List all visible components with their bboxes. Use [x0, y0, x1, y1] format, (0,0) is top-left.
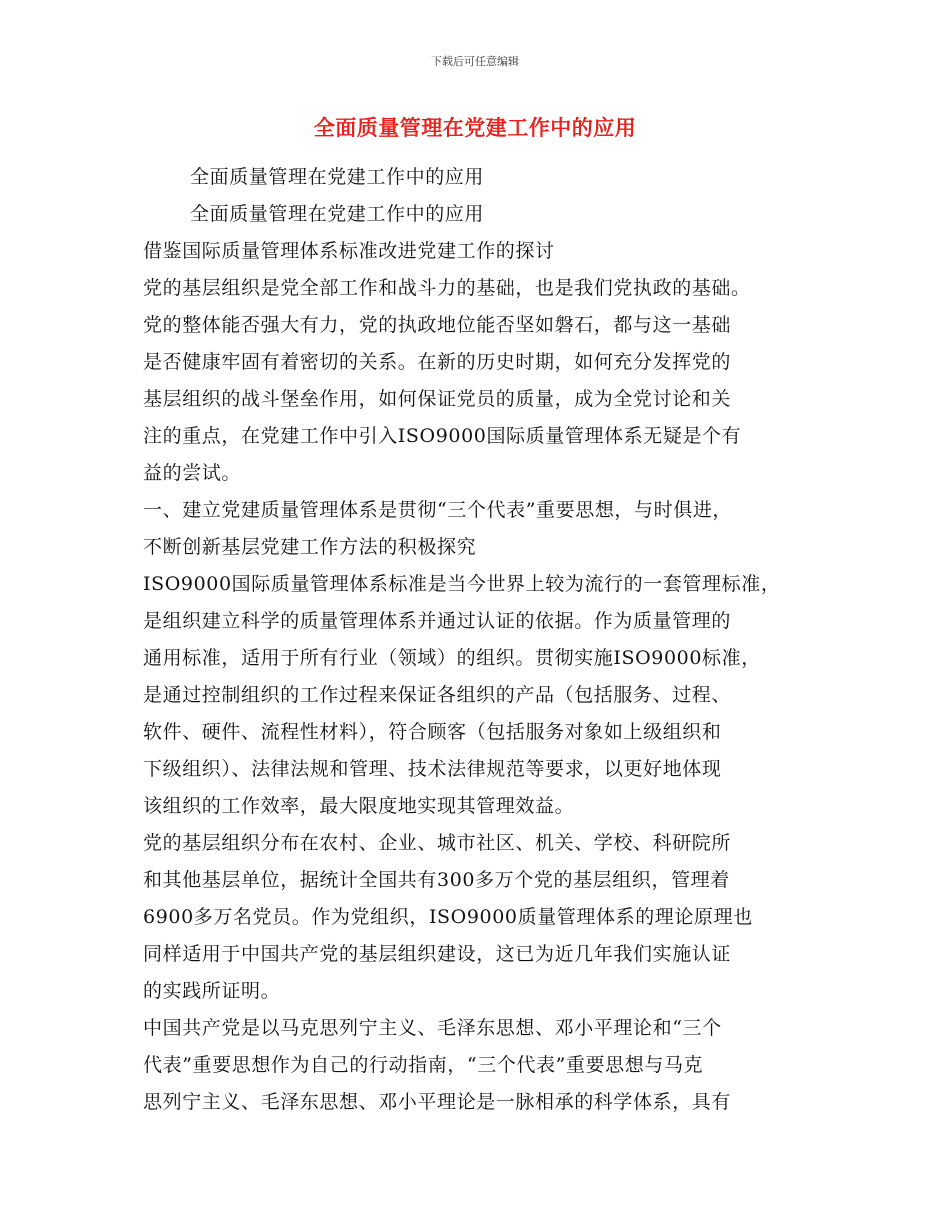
header-note: 下载后可任意编辑 — [431, 55, 519, 68]
body-line: 基层组织的战斗堡垒作用，如何保证党员的质量，成为全党讨论和关 — [143, 388, 732, 410]
body-line: 党的整体能否强大有力，党的执政地位能否坚如磐石，都与这一基础 — [143, 314, 732, 336]
body-line: 思列宁主义、毛泽东思想、邓小平理论是一脉相承的科学体系，具有 — [143, 1091, 732, 1113]
body-line: 中国共产党是以马克思列宁主义、毛泽东思想、邓小平理论和“三个 — [143, 1017, 722, 1039]
section-heading-line: 一、建立党建质量管理体系是贯彻“三个代表”重要思想，与时俱进， — [143, 499, 733, 521]
subheading-line: 借鉴国际质量管理体系标准改进党建工作的探讨 — [143, 240, 555, 262]
body-line: 是组织建立科学的质量管理体系并通过认证的依据。作为质量管理的 — [143, 610, 732, 632]
section-heading-line: 不断创新基层党建工作方法的积极探究 — [143, 536, 477, 558]
body-line: 该组织的工作效率，最大限度地实现其管理效益。 — [143, 795, 575, 817]
body-line: 软件、硬件、流程性材料），符合顾客（包括服务对象如上级组织和 — [143, 721, 722, 743]
body-line: 通用标准，适用于所有行业（领域）的组织。贯彻实施ISO9000标准， — [143, 647, 761, 669]
body-line: 是否健康牢固有着密切的关系。在新的历史时期，如何充分发挥党的 — [143, 351, 732, 373]
body-line: 的实践所证明。 — [143, 980, 281, 1002]
body-line: 益的尝试。 — [143, 462, 242, 484]
body-line: 是通过控制组织的工作过程来保证各组织的产品（包括服务、过程、 — [143, 684, 732, 706]
body-line: 党的基层组织分布在农村、企业、城市社区、机关、学校、科研院所 — [143, 832, 732, 854]
body-line: 下级组织）、法律法规和管理、技术法律规范等要求，以更好地体现 — [143, 758, 722, 780]
body-line: 代表”重要思想作为自己的行动指南，“三个代表”重要思想与马克 — [143, 1054, 704, 1076]
body-line: 党的基层组织是党全部工作和战斗力的基础，也是我们党执政的基础。 — [143, 277, 751, 299]
body-line: 和其他基层单位，据统计全国共有300多万个党的基层组织，管理着 — [143, 869, 730, 891]
body-line: 同样适用于中国共产党的基层组织建设，这已为近几年我们实施认证 — [143, 943, 732, 965]
subtitle-line: 全面质量管理在党建工作中的应用 — [190, 203, 485, 225]
body-line: 6900多万名党员。作为党组织，ISO9000质量管理体系的理论原理也 — [143, 906, 753, 928]
body-line: ISO9000国际质量管理体系标准是当今世界上较为流行的一套管理标准， — [143, 573, 781, 595]
document-title: 全面质量管理在党建工作中的应用 — [313, 116, 637, 140]
subtitle-line: 全面质量管理在党建工作中的应用 — [190, 166, 485, 188]
body-line: 注的重点，在党建工作中引入ISO9000国际质量管理体系无疑是个有 — [143, 425, 742, 447]
